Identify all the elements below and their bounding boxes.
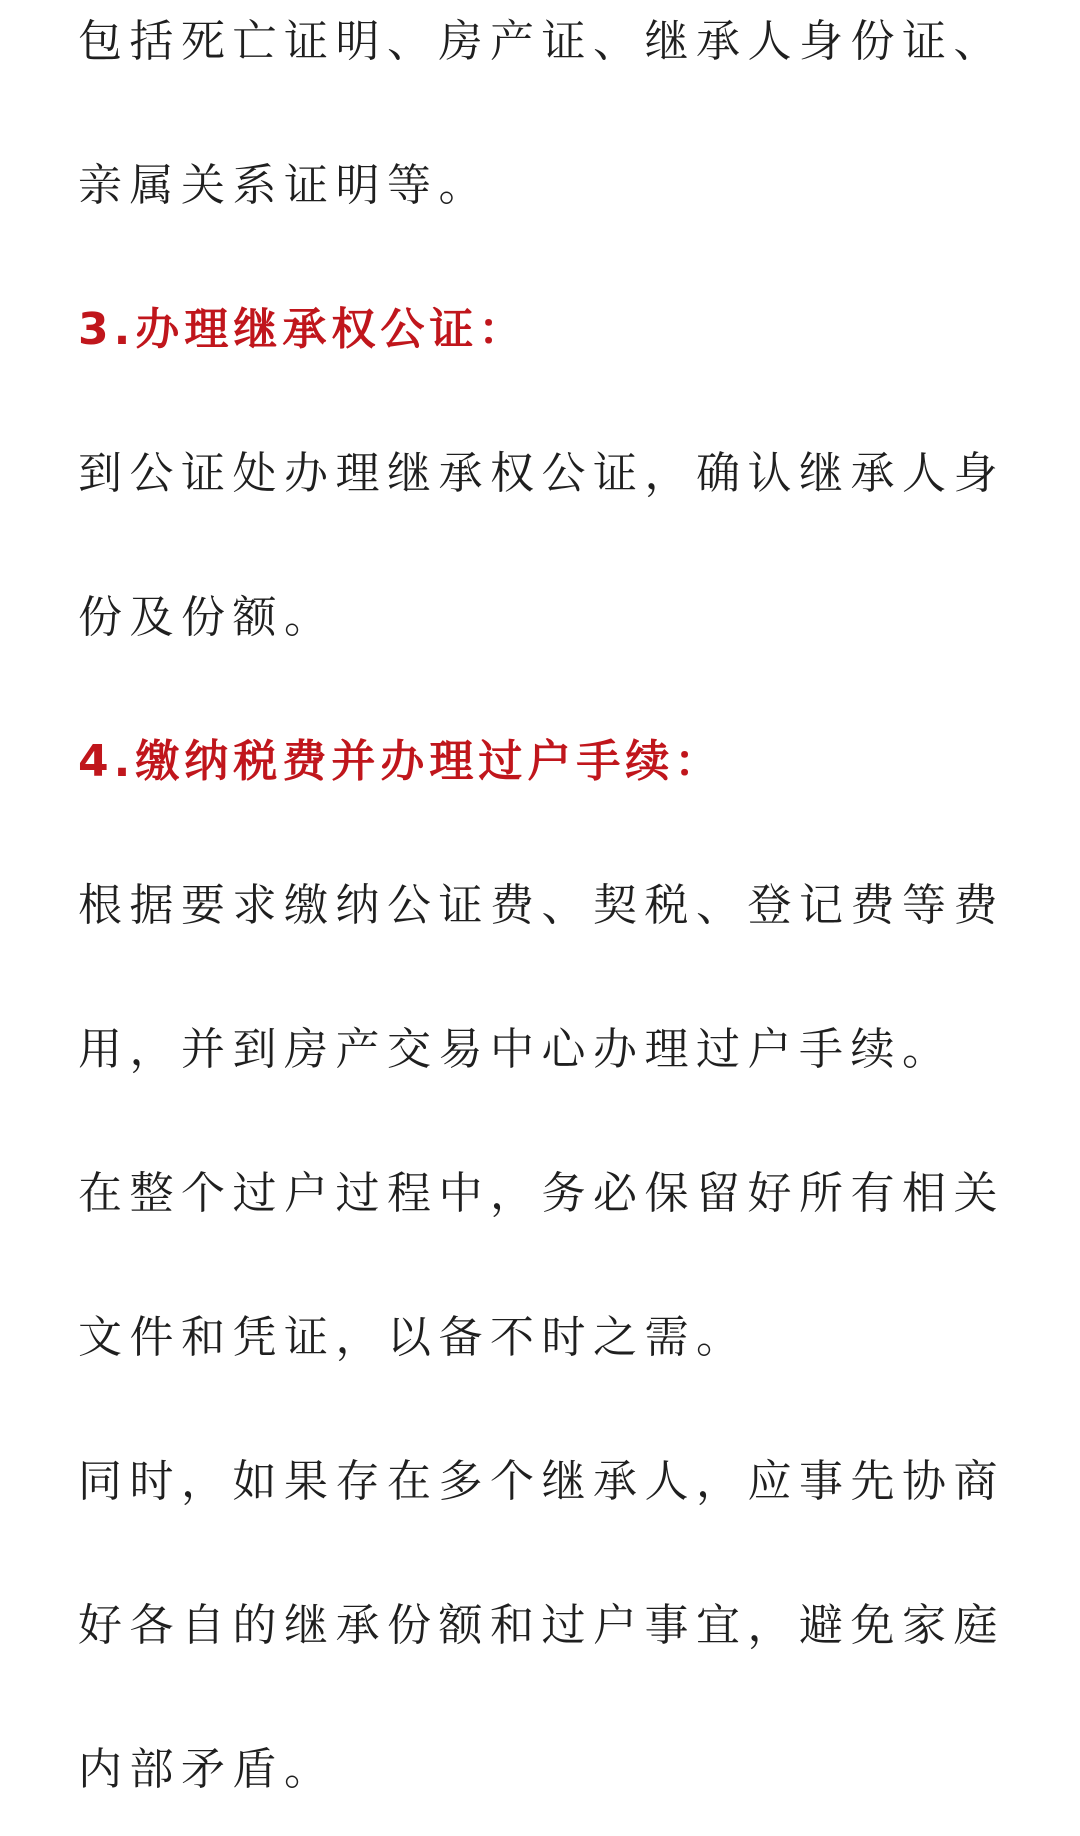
paragraph-line: 同时，如果存在多个继承人，应事先协商 xyxy=(78,1456,1005,1507)
paragraph-line: 根据要求缴纳公证费、契税、登记费等费 xyxy=(78,880,1005,931)
paragraph-line: 包括死亡证明、房产证、继承人身份证、 xyxy=(78,16,1005,67)
paragraph-line: 在整个过户过程中，务必保留好所有相关 xyxy=(78,1168,1005,1219)
paragraph-line: 亲属关系证明等。 xyxy=(78,160,490,211)
paragraph-line: 到公证处办理继承权公证，确认继承人身 xyxy=(78,448,1005,499)
paragraph-line: 文件和凭证，以备不时之需。 xyxy=(78,1312,748,1363)
paragraph-line: 好各自的继承份额和过户事宜，避免家庭 xyxy=(78,1600,1005,1651)
section-heading-3: 3.办理继承权公证： xyxy=(78,304,528,355)
paragraph-line: 份及份额。 xyxy=(78,592,336,643)
paragraph-line: 用，并到房产交易中心办理过户手续。 xyxy=(78,1024,954,1075)
section-heading-4: 4.缴纳税费并办理过户手续： xyxy=(78,736,724,787)
paragraph-line: 内部矛盾。 xyxy=(78,1744,336,1795)
